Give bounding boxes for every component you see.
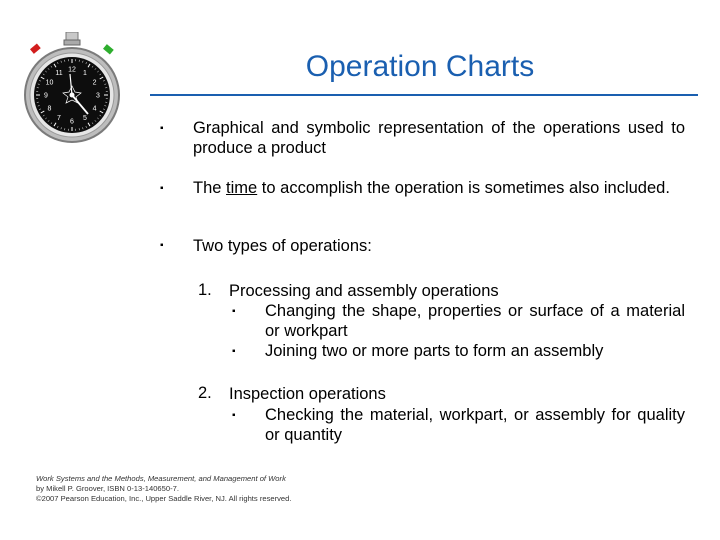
title-divider [150,94,698,96]
dial-numeral: 5 [83,115,87,123]
dial-numeral: 11 [55,69,63,77]
operation-type-label: Inspection operations [229,385,386,403]
sub-bullet-marker: ▪ [232,410,236,421]
footer-citation [36,474,291,504]
sub-bullet-item: Joining two or more parts to form an assembly [265,342,604,360]
footer-copyright: ©2007 Pearson Education, Inc., Upper Saddle River, NJ. All rights reserved. [36,494,292,503]
bullet-marker: ▪ [160,123,164,134]
bullet-text-end: to accomplish the operation is sometimes also included. [261,179,670,197]
sub-bullet-item: Checking the material, workpart, or assembly for quality or quantity [265,406,685,444]
dial-numeral: 1 [83,69,87,77]
dial-numeral: 9 [44,92,48,100]
sub-bullet-marker: ▪ [232,346,236,357]
bullet-item [193,178,685,198]
sub-bullet-marker: ▪ [232,306,236,317]
dial-numeral: 8 [47,105,52,113]
dial-numeral: 4 [92,105,97,113]
bullet-text-start: The [193,179,222,197]
slide-title: Operation Charts [305,50,535,83]
bullet-text-underlined: time [226,179,258,197]
footer-author: by Mikell P. Groover, ISBN 0-13-140650-7. [36,484,179,493]
dial-numeral: 6 [70,118,74,126]
dial-numeral: 7 [57,115,61,123]
dial-numeral: 12 [68,66,76,74]
list-number: 1. [198,281,212,299]
stopwatch-icon [22,32,122,152]
bullet-marker: ▪ [160,240,164,251]
list-number: 2. [198,384,212,402]
bullet-item: Graphical and symbolic representation of the operations used to produce a product [193,119,685,157]
dial-numeral: 3 [96,92,100,100]
bullet-marker: ▪ [160,183,164,194]
dial-numeral: 10 [45,79,54,87]
sub-bullet-item: Changing the shape, properties or surface of a material or workpart [265,302,685,340]
operation-type-label: Processing and assembly operations [229,282,499,300]
dial-numeral: 2 [92,79,97,87]
footer-book-title: Work Systems and the Methods, Measurement, and Management of Work [36,474,286,483]
bullet-item: Two types of operations: [193,237,372,255]
